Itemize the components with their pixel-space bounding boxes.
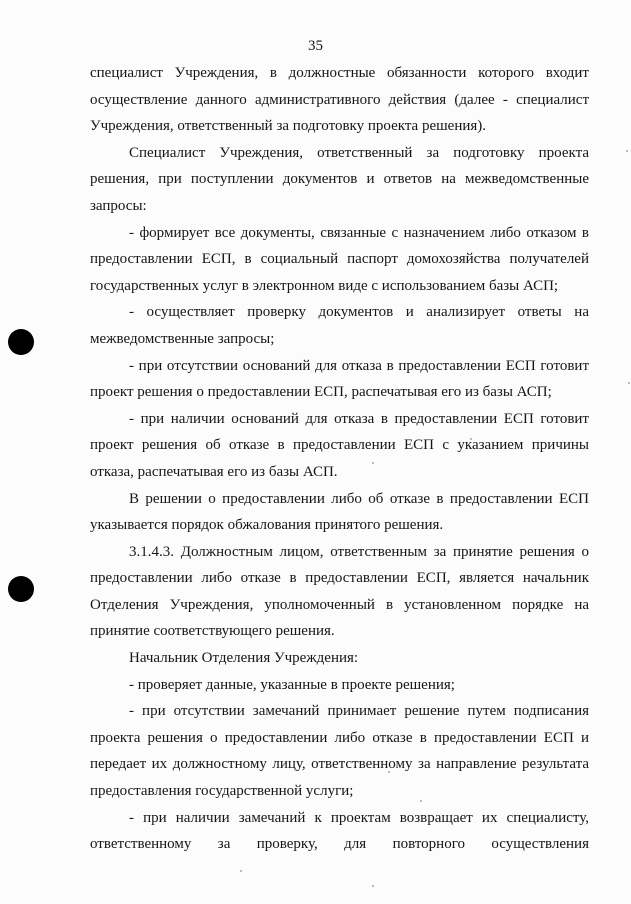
scan-speck <box>626 150 628 152</box>
document-body <box>90 60 589 858</box>
punch-hole-top <box>8 329 34 355</box>
scan-speck <box>240 870 242 872</box>
scan-speck <box>372 885 374 887</box>
paragraph-specialist-definition: специалист Учреждения, в должностные обязанности которого входит осуществление данного административного действия (далее - специалист Учреждения, ответственный за подготовку проекта решения). <box>90 65 589 135</box>
paragraph-specialist-duties-intro: Специалист Учреждения, ответственный за подготовку проекта решения, при поступлении документов и ответов на межведомственные запросы: <box>90 144 589 214</box>
paragraph-no-refusal-grounds: - при отсутствии оснований для отказа в предоставлении ЕСП готовит проект решения о предоставлении ЕСП, распечатывая его из базы АСП; <box>90 357 589 401</box>
page-number: 35 <box>308 38 323 54</box>
paragraph-department-head-intro: Начальник Отделения Учреждения: <box>129 650 359 667</box>
scan-speck <box>628 382 630 384</box>
paragraph-checks-data: - проверяет данные, указанные в проекте решения; <box>129 676 455 693</box>
paragraph-with-remarks: - при наличии замечаний к проектам возвращает их специалисту, ответственному за проверку, для повторного осуществления <box>90 809 589 853</box>
paragraph-section-3-1-4-3: 3.1.4.3. Должностным лицом, ответственным за принятие решения о предоставлении либо отказе в предоставлении ЕСП, является начальник Отделения Учреждения, уполномоченный в установленном порядке на принятие соответствующего решения. <box>90 543 589 640</box>
paragraph-no-remarks: - при отсутствии замечаний принимает решение путем подписания проекта решения о предоставлении либо отказе в предоставлении ЕСП и передает их должностному лицу, ответственному за направление результата предоставления государственной услуги; <box>90 703 589 800</box>
paragraph-checks-documents: - осуществляет проверку документов и анализирует ответы на межведомственные запросы; <box>90 304 589 347</box>
paragraph-refusal-grounds: - при наличии оснований для отказа в предоставлении ЕСП готовит проект решения об отказе в предоставлении ЕСП с указанием причины отказа, распечатывая его из базы АСП. <box>90 410 589 480</box>
paragraph-forms-documents: - формирует все документы, связанные с назначением либо отказом в предоставлении ЕСП, в социальный паспорт домохозяйства получателей государственных услуг в электронном виде с использованием базы АСП; <box>90 224 589 294</box>
paragraph-appeal-procedure: В решении о предоставлении либо об отказе в предоставлении ЕСП указывается порядок обжалования принятого решения. <box>90 490 589 534</box>
punch-hole-bottom <box>8 576 34 602</box>
